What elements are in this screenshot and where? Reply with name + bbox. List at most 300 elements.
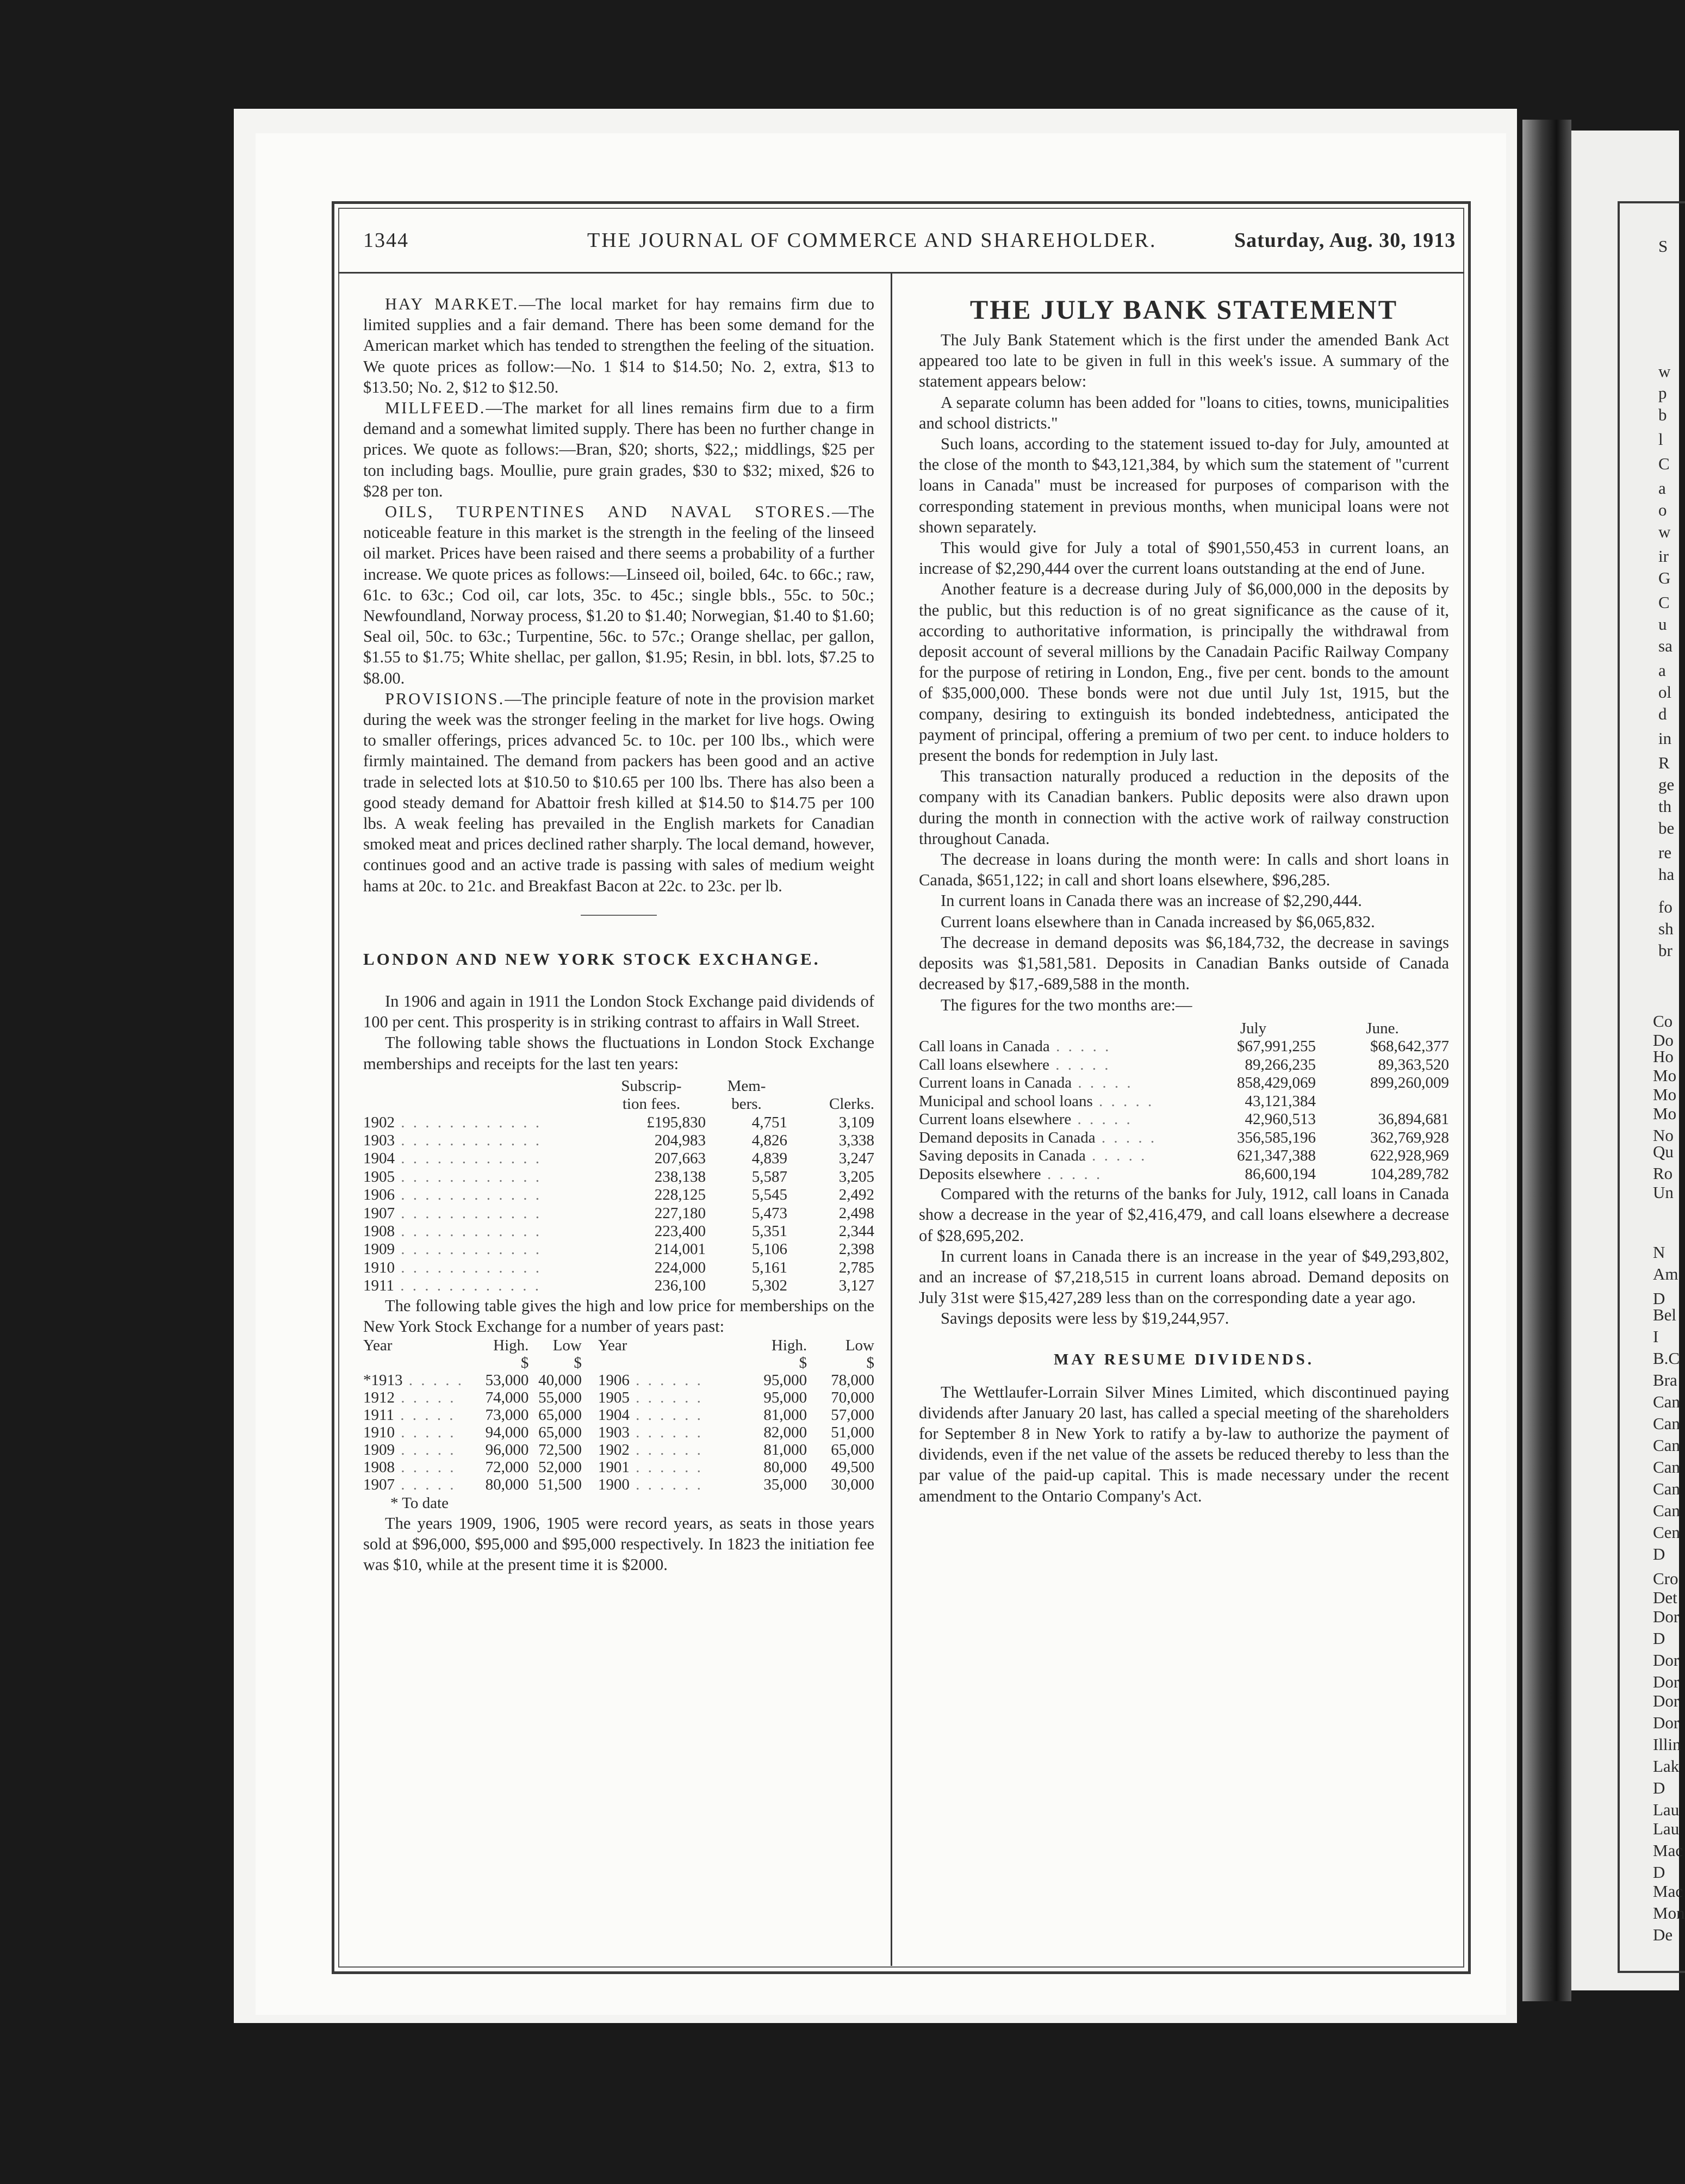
nyse-header-low-1: Low — [552, 1336, 582, 1354]
leader-dots: . . . . . . . . . . . . — [395, 1113, 542, 1131]
row-year-1 — [363, 1424, 471, 1441]
row-year-2-value: 1902 — [598, 1441, 630, 1459]
right-column — [919, 294, 1449, 1506]
exchange-paragraph-2: The following table shows the fluctuations in London Stock Exchange memberships and receipts for the last ten years: — [363, 1033, 874, 1073]
table-row — [363, 1168, 874, 1186]
oils-runin: OILS, TURPENTINES AND NAVAL STORES. — [385, 502, 832, 522]
leader-dots: . . . . . — [394, 1406, 456, 1424]
next-page-fragment: Mo — [1653, 1104, 1677, 1123]
nyse-unit-1: $ — [520, 1354, 529, 1372]
bank-comparison-paragraphs — [919, 1183, 1449, 1329]
row-low-1: 72,500 — [538, 1441, 582, 1459]
next-page-fragment: ha — [1658, 865, 1675, 884]
bank-paragraph: This would give for July a total of $901,550,453 in current loans, an increase of $2,290,444 over the current loans outstanding at the end of June. — [919, 538, 1449, 578]
row-high-2: 80,000 — [763, 1458, 807, 1476]
leader-dots: . . . . . — [1071, 1110, 1133, 1128]
table-row — [919, 1147, 1449, 1165]
leader-dots: . . . . . . — [629, 1458, 703, 1476]
row-year-1-value: 1909 — [363, 1441, 395, 1459]
leader-dots: . . . . . — [1092, 1092, 1154, 1110]
london-exchange-table — [363, 1077, 874, 1295]
issue-date: Saturday, Aug. 30, 1913 — [1234, 229, 1456, 252]
table-row — [919, 1165, 1449, 1184]
nyse-header-year-1: Year — [363, 1336, 393, 1354]
row-clerks: 2,398 — [838, 1240, 874, 1258]
next-page-fragment: b — [1658, 405, 1667, 424]
row-low-2: 57,000 — [831, 1406, 874, 1424]
bank-paragraph: The decrease in loans during the month were: In calls and short loans in Canada, $651,122; in call and short loans elsewhere, $96,285. — [919, 850, 1449, 890]
next-page-fragment: Can — [1653, 1457, 1680, 1476]
row-year-1 — [363, 1459, 471, 1476]
row-low-2: 49,500 — [831, 1458, 874, 1476]
next-page-fragment: ir — [1658, 547, 1669, 566]
leader-dots: . . . . . . . . . . . . — [395, 1150, 542, 1168]
row-high-1: 80,000 — [485, 1475, 529, 1493]
table-row — [363, 1240, 874, 1258]
bank-paragraph: Such loans, according to the statement issued to-day for July, amounted at the close of the month to $43,121,384, by which sum the statement of "current loans in Canada" must be increased for purposes of comparison with the corresponding statement in previous months, when municipal loans were not shown separately. — [919, 435, 1449, 536]
next-page-fragment: br — [1658, 941, 1672, 960]
bank-paragraph: Another feature is a decrease during July of $6,000,000 in the deposits by the public, but this reduction is of no great significance as the cause of it, according to authoritative information, is principally the withdrawal from deposit account of several millions by the Canadain Pacific Railway Company for the purpose of retiring in London, Eng., five per cent. bonds to the amount of $35,000,000. These bonds were not due until July 1st, 1915, but the company, desiring to extinguish its bonded indebtedness, anticipated the payment of principal, offering a premium of two per cent. to induce holders to present the bonds for redemption in July last. — [919, 580, 1449, 765]
row-clerks: 2,785 — [838, 1258, 874, 1276]
table-row — [363, 1114, 874, 1132]
row-low-1: 51,500 — [538, 1475, 582, 1493]
table-row — [363, 1389, 874, 1406]
row-members: 4,751 — [751, 1113, 787, 1131]
row-high-2: 95,000 — [763, 1371, 807, 1389]
journal-title: THE JOURNAL OF COMMERCE AND SHAREHOLDER. — [587, 229, 1157, 252]
bank-loans-table — [919, 1020, 1449, 1184]
row-year-value: 1911 — [363, 1277, 394, 1295]
row-year-1-value: 1912 — [363, 1388, 395, 1406]
row-low-2: 65,000 — [831, 1441, 874, 1459]
row-year — [363, 1114, 597, 1132]
provisions-article — [363, 688, 874, 896]
next-page-fragment: Dor — [1653, 1691, 1680, 1710]
row-year-2 — [582, 1389, 735, 1406]
row-clerks: 3,338 — [838, 1131, 874, 1149]
row-year-2-value: 1903 — [598, 1423, 630, 1441]
row-fees: 204,983 — [654, 1131, 706, 1149]
row-clerks: 3,127 — [838, 1277, 874, 1295]
table-row — [363, 1459, 874, 1476]
nyse-unit-4: $ — [866, 1354, 874, 1372]
next-page-fragment: R — [1658, 753, 1670, 772]
next-page-fragment: Can — [1653, 1436, 1680, 1455]
row-year-1 — [363, 1476, 471, 1493]
leader-dots: . . . . . — [1041, 1165, 1103, 1183]
leader-dots: . . . . . . . . . . . . — [395, 1240, 542, 1258]
next-page-fragment: Can — [1653, 1392, 1680, 1411]
table-row — [363, 1424, 874, 1441]
row-high-1: 73,000 — [485, 1406, 529, 1424]
nyse-table — [363, 1337, 874, 1493]
next-page-fragment: Mo — [1653, 1085, 1677, 1104]
millfeed-runin: MILLFEED. — [385, 399, 486, 418]
loan-july: 43,121,384 — [1245, 1092, 1316, 1110]
row-year-1 — [363, 1389, 471, 1406]
page-number: 1344 — [363, 229, 409, 252]
row-fees: 207,663 — [654, 1150, 706, 1168]
loan-july: 42,960,513 — [1245, 1110, 1316, 1128]
nyse-header-high-1: High. — [493, 1336, 529, 1354]
exchange-heading: LONDON AND NEW YORK STOCK EXCHANGE. — [363, 949, 820, 969]
row-members: 5,106 — [751, 1240, 787, 1258]
next-page-fragment: Illin — [1653, 1735, 1681, 1754]
bank-paragraph: The July Bank Statement which is the first under the amended Bank Act appeared too late to be given in full in this week's issue. A summary of the statement appears below: — [919, 331, 1449, 391]
row-year — [363, 1223, 597, 1240]
loan-july: 86,600,194 — [1245, 1165, 1316, 1183]
nyse-unit-2: $ — [574, 1354, 582, 1372]
bank-statement-paragraphs — [919, 330, 1449, 1015]
next-page-fragment: Mac — [1653, 1882, 1683, 1901]
leader-dots: . . . . . — [1085, 1147, 1147, 1165]
row-year-2-value: 1905 — [598, 1388, 630, 1406]
next-page-fragment: Dor — [1653, 1672, 1680, 1691]
bank-paragraph: Current loans elsewhere than in Canada increased by $6,065,832. — [941, 912, 1375, 931]
comparison-paragraph: In current loans in Canada there is an increase in the year of $49,293,802, and an increase of $7,218,515 in current loans abroad. Demand deposits on July 31st were $15,427,289 less than on the corresponding date a year ago. — [919, 1246, 1449, 1307]
row-members: 5,302 — [751, 1277, 787, 1295]
next-page-fragment: D — [1653, 1778, 1665, 1797]
row-year — [363, 1205, 597, 1223]
table-row — [363, 1205, 874, 1223]
row-clerks: 2,498 — [838, 1204, 874, 1222]
loan-label-cell — [919, 1129, 1191, 1147]
column-rule — [891, 274, 892, 1966]
row-year — [363, 1168, 597, 1186]
next-page-fragment: a — [1658, 661, 1666, 680]
next-page-fragment: Can — [1653, 1479, 1680, 1498]
loan-label-cell — [919, 1093, 1191, 1111]
loan-label-cell — [919, 1147, 1191, 1165]
nyse-header-low-2: Low — [845, 1336, 874, 1354]
next-page-fragment: Can — [1653, 1501, 1680, 1520]
loan-june — [1316, 1093, 1449, 1111]
row-fees: 238,138 — [654, 1168, 706, 1186]
row-high-2: 81,000 — [763, 1406, 807, 1424]
next-page-fragment: Det — [1653, 1588, 1677, 1607]
row-year-2 — [582, 1372, 735, 1389]
table-row — [363, 1259, 874, 1277]
row-fees: 228,125 — [654, 1186, 706, 1204]
next-page-fragment: Dor — [1653, 1713, 1680, 1732]
next-page-fragment: Cro — [1653, 1569, 1678, 1588]
row-year-value: 1906 — [363, 1186, 395, 1204]
next-page-fragment: Dor — [1653, 1607, 1680, 1626]
row-low-1: 65,000 — [538, 1406, 582, 1424]
row-clerks: 2,344 — [838, 1222, 874, 1240]
exchange-paragraph-4: The years 1909, 1906, 1905 were record years, as seats in those years sold at $96,000, $95,000 and $95,000 respectively. In 1823 the initiation fee was $10, while at the present time it is $2000. — [363, 1513, 874, 1574]
row-high-1: 96,000 — [485, 1441, 529, 1459]
next-page-fragment: Lau — [1653, 1819, 1680, 1838]
row-clerks: 3,109 — [838, 1113, 874, 1131]
loan-june: 362,769,928 — [1370, 1128, 1449, 1146]
row-high-1: 72,000 — [485, 1458, 529, 1476]
loan-label: Current loans in Canada — [919, 1074, 1072, 1092]
row-year — [363, 1277, 597, 1295]
next-page-fragment: Lau — [1653, 1800, 1680, 1819]
row-year-value: 1908 — [363, 1222, 395, 1240]
leader-dots: . . . . . . . . . . . . — [395, 1258, 542, 1276]
nyse-footnote: * To date — [390, 1494, 449, 1512]
loan-label: Municipal and school loans — [919, 1092, 1093, 1110]
provisions-text: —The principle feature of note in the provision market during the week was the stronger feeling in the market for live hogs. Owing to smaller offerings, prices advanced 5c. to 10c. per 100 lbs., which were firmly maintained. The demand from packers has been good and an active trade in selected lots at $10.50 to $10.65 per 100 lbs. There has also been a good steady demand for Abattoir fresh killed at $14.50 to $14.75 per 100 lbs. A weak feeling has prevailed in the English markets for Canadian smoked meat and prices declined rather sharply. The local demand, however, continues good and an active trade is passing with sales of medium weight hams at 20c. to 21c. and Breakfast Bacon at 22c. to 23c. per lb. — [363, 689, 874, 895]
millfeed-article — [363, 398, 874, 501]
leader-dots: . . . . . . — [629, 1475, 703, 1493]
row-year — [363, 1132, 597, 1150]
next-page-fragment: a — [1658, 479, 1666, 498]
leader-dots: . . . . . — [1049, 1056, 1111, 1074]
next-page-fragment: D — [1653, 1863, 1665, 1882]
loan-june: 89,363,520 — [1378, 1056, 1449, 1074]
next-page-fragment: ge — [1658, 775, 1675, 794]
row-year-value: 1903 — [363, 1131, 395, 1149]
row-year-1 — [363, 1441, 471, 1459]
next-page-fragment: Co — [1653, 1012, 1673, 1031]
row-members: 5,473 — [751, 1204, 787, 1222]
leader-dots: . . . . . — [395, 1441, 456, 1459]
row-high-2: 35,000 — [763, 1475, 807, 1493]
leader-dots: . . . . . . . . . . . . — [395, 1186, 542, 1204]
row-year-2-value: 1901 — [598, 1458, 630, 1476]
loans-header-june: June. — [1366, 1019, 1399, 1037]
next-page-fragment: Mo — [1653, 1066, 1677, 1085]
row-low-1: 40,000 — [538, 1371, 582, 1389]
table-row — [919, 1110, 1449, 1129]
table-row — [363, 1372, 874, 1389]
row-clerks: 2,492 — [838, 1186, 874, 1204]
row-year-1 — [363, 1372, 471, 1389]
loan-label: Saving deposits in Canada — [919, 1147, 1086, 1165]
next-page-fragment: Dor — [1653, 1651, 1680, 1670]
loan-label: Call loans in Canada — [919, 1038, 1050, 1056]
next-page-fragment: th — [1658, 797, 1672, 816]
next-page-fragment: in — [1658, 729, 1672, 748]
row-year-value: 1902 — [363, 1113, 395, 1131]
next-page-fragment: N — [1653, 1243, 1665, 1262]
row-high-1: 94,000 — [485, 1423, 529, 1441]
next-page-fragment: fo — [1658, 897, 1672, 916]
loan-label-cell — [919, 1074, 1191, 1093]
next-page-fragment: Can — [1653, 1414, 1680, 1433]
next-page-fragment: C — [1658, 593, 1670, 612]
next-page-fragment: sh — [1658, 919, 1674, 938]
row-year-1-value: 1910 — [363, 1423, 395, 1441]
row-year-2-value: 1906 — [598, 1371, 630, 1389]
row-fees: 227,180 — [654, 1204, 706, 1222]
loans-header-july: July — [1240, 1019, 1267, 1037]
bank-paragraph: The decrease in demand deposits was $6,184,732, the decrease in savings deposits was $1,581,581. Deposits in Canadian Banks outside of Canada decreased by $17,-689,588 in the month. — [919, 933, 1449, 994]
row-year — [363, 1259, 597, 1277]
table-row — [919, 1056, 1449, 1075]
loan-june: 104,289,782 — [1370, 1165, 1449, 1183]
row-fees: 223,400 — [654, 1222, 706, 1240]
row-year — [363, 1240, 597, 1258]
row-fees: 236,100 — [654, 1277, 706, 1295]
next-page-fragment: D — [1653, 1544, 1665, 1563]
row-high-1: 74,000 — [485, 1388, 529, 1406]
next-page-fragment: Mac — [1653, 1841, 1683, 1860]
next-page-fragment: Un — [1653, 1183, 1674, 1202]
leader-dots: . . . . . — [395, 1423, 456, 1441]
row-year-2 — [582, 1459, 735, 1476]
next-page-fragment: be — [1658, 818, 1675, 837]
millfeed-text: —The market for all lines remains firm due to a firm demand and a somewhat limited supply. There has been no further change in prices. We quote as follows:—Bran, $20; shorts, $22,; middlings, $25 per ton including bags. Moullie, pure grain grades, $30 to $32; mixed, $26 to $28 per ton. — [363, 399, 874, 500]
leader-dots: . . . . . — [395, 1458, 456, 1476]
next-page-fragment: G — [1658, 568, 1671, 587]
left-column — [363, 294, 874, 1575]
loan-label-cell — [919, 1056, 1191, 1075]
leader-dots: . . . . . — [395, 1388, 456, 1406]
next-page-fragment: d — [1658, 704, 1667, 723]
table-row — [363, 1132, 874, 1150]
loan-june: 899,260,009 — [1370, 1074, 1449, 1092]
loan-june: 622,928,969 — [1370, 1147, 1449, 1165]
table-row — [363, 1150, 874, 1168]
row-year-2-value: 1904 — [598, 1406, 630, 1424]
nyse-header-year-2: Year — [598, 1336, 627, 1354]
row-year-2-value: 1900 — [598, 1475, 630, 1493]
loan-july: 621,347,388 — [1237, 1147, 1316, 1165]
table-row — [919, 1038, 1449, 1056]
leader-dots: . . . . . . — [629, 1441, 703, 1459]
leader-dots: . . . . . . — [629, 1423, 703, 1441]
row-year-value: 1905 — [363, 1168, 395, 1186]
row-low-1: 52,000 — [538, 1458, 582, 1476]
row-members: 4,826 — [751, 1131, 787, 1149]
row-year-value: 1910 — [363, 1258, 395, 1276]
leader-dots: . . . . . . . . . . . . — [395, 1168, 542, 1186]
header-rule — [338, 272, 1464, 274]
row-year-value: 1904 — [363, 1150, 395, 1168]
next-page-fragment: Am — [1653, 1264, 1678, 1283]
next-page-fragment: l — [1658, 430, 1663, 449]
loan-label-cell — [919, 1165, 1191, 1184]
row-clerks: 3,247 — [838, 1150, 874, 1168]
leader-dots: . . . . . — [402, 1371, 464, 1389]
leader-dots: . . . . . — [1049, 1038, 1111, 1056]
loan-label-cell — [919, 1038, 1191, 1056]
next-page-fragment: Bra — [1653, 1370, 1677, 1389]
loan-label-cell — [919, 1110, 1191, 1129]
row-low-2: 51,000 — [831, 1423, 874, 1441]
row-year-1-value: *1913 — [363, 1371, 403, 1389]
next-page-fragment: Qu — [1653, 1142, 1674, 1161]
table-row — [919, 1129, 1449, 1147]
loan-june: 36,894,681 — [1378, 1110, 1449, 1128]
section-divider — [581, 915, 657, 916]
row-year — [363, 1150, 597, 1168]
provisions-runin: PROVISIONS. — [385, 689, 505, 708]
col-header-members: Mem- bers. — [727, 1077, 766, 1113]
loan-label: Deposits elsewhere — [919, 1165, 1041, 1183]
nyse-unit-3: $ — [799, 1354, 807, 1372]
row-year-value: 1907 — [363, 1204, 395, 1222]
row-year — [363, 1186, 597, 1204]
leader-dots: . . . . . — [1095, 1128, 1157, 1146]
bank-paragraph: This transaction naturally produced a reduction in the deposits of the company with its Canadian bankers. Public deposits were also drawn upon during the month in connection with the active work of railway construction throughout Canada. — [919, 767, 1449, 848]
next-page-fragment: I — [1653, 1327, 1659, 1346]
next-page-fragment: w — [1658, 362, 1671, 381]
row-low-1: 55,000 — [538, 1388, 582, 1406]
next-page-fragment: sa — [1658, 636, 1672, 655]
row-members: 4,839 — [751, 1150, 787, 1168]
leader-dots: . . . . . . . . . . . . — [394, 1277, 541, 1295]
leader-dots: . . . . . . . . . . . . — [395, 1131, 542, 1149]
comparison-paragraph: Savings deposits were less by $19,244,957. — [941, 1309, 1229, 1328]
next-page-fragment: D — [1653, 1629, 1665, 1648]
loan-label: Demand deposits in Canada — [919, 1128, 1096, 1146]
row-clerks: 3,205 — [838, 1168, 874, 1186]
table-row — [363, 1406, 874, 1424]
row-high-1: 53,000 — [485, 1371, 529, 1389]
row-low-2: 70,000 — [831, 1388, 874, 1406]
next-page-fragment: Lak — [1653, 1757, 1680, 1776]
exchange-paragraph-1: In 1906 and again in 1911 the London Stock Exchange paid dividends of 100 per cent. This prosperity is in striking contrast to affairs in Wall Street. — [363, 991, 874, 1032]
nyse-header-high-2: High. — [771, 1336, 807, 1354]
leader-dots: . . . . . — [1072, 1074, 1133, 1092]
row-year-value: 1909 — [363, 1240, 395, 1258]
leader-dots: . . . . . . — [629, 1406, 703, 1424]
row-low-2: 78,000 — [831, 1371, 874, 1389]
dividends-heading: MAY RESUME DIVIDENDS. — [1053, 1350, 1315, 1368]
row-fees: 224,000 — [654, 1258, 706, 1276]
loan-july: 89,266,235 — [1245, 1056, 1316, 1074]
row-members: 5,587 — [751, 1168, 787, 1186]
table-row — [363, 1277, 874, 1295]
row-year-1-value: 1908 — [363, 1458, 395, 1476]
row-fees: 214,001 — [654, 1240, 706, 1258]
next-page-fragment: No — [1653, 1126, 1674, 1145]
table-row — [363, 1441, 874, 1459]
table-row — [363, 1186, 874, 1204]
oils-article — [363, 501, 874, 688]
row-year-2 — [582, 1476, 735, 1493]
row-year-2 — [582, 1406, 735, 1424]
next-page-fragment: Do — [1653, 1031, 1674, 1050]
next-page-fragment: Cen — [1653, 1523, 1680, 1542]
hay-market-runin: HAY MARKET. — [385, 295, 519, 313]
row-high-2: 95,000 — [763, 1388, 807, 1406]
row-year-2 — [582, 1441, 735, 1459]
next-page-fragment: De — [1653, 1925, 1673, 1944]
row-members: 5,351 — [751, 1222, 787, 1240]
next-page-fragment: B.C — [1653, 1349, 1680, 1368]
table-row — [363, 1476, 874, 1493]
comparison-paragraph: Compared with the returns of the banks for July, 1912, call loans in Canada show a decrease in the year of $2,416,479, and call loans elsewhere a decrease of $28,695,202. — [919, 1184, 1449, 1245]
next-page-fragment: Bel — [1653, 1305, 1677, 1324]
next-page-fragment: C — [1658, 454, 1670, 473]
table-row — [363, 1223, 874, 1240]
next-page-fragment: S — [1658, 237, 1668, 256]
row-high-2: 81,000 — [763, 1441, 807, 1459]
next-page-fragment: D — [1653, 1289, 1665, 1308]
col-header-clerks: Clerks. — [829, 1095, 874, 1113]
hay-market-article — [363, 294, 874, 398]
loan-june: $68,642,377 — [1370, 1038, 1449, 1056]
row-fees: £195,830 — [646, 1113, 706, 1131]
leader-dots: . . . . . — [395, 1475, 456, 1493]
loan-july: 356,585,196 — [1237, 1128, 1316, 1146]
hay-market-text: —The local market for hay remains firm due to limited supplies and a fair demand. There has been some demand for the American market which has tended to strengthen the feeling of the situation. We quote prices as follow:—No. 1 $14 to $14.50; No. 2, extra, $13 to $13.50; No. 2, $12 to $12.50. — [363, 295, 874, 396]
row-high-2: 82,000 — [763, 1423, 807, 1441]
row-year-1 — [363, 1406, 471, 1424]
leader-dots: . . . . . . — [629, 1388, 703, 1406]
exchange-paragraph-3: The following table gives the high and low price for memberships on the New York Stock Exchange for a number of years past: — [363, 1296, 874, 1336]
bank-statement-heading: THE JULY BANK STATEMENT — [969, 294, 1398, 325]
row-year-1-value: 1911 — [363, 1406, 394, 1424]
loan-july: 858,429,069 — [1237, 1074, 1316, 1092]
loan-july: $67,991,255 — [1237, 1038, 1316, 1056]
